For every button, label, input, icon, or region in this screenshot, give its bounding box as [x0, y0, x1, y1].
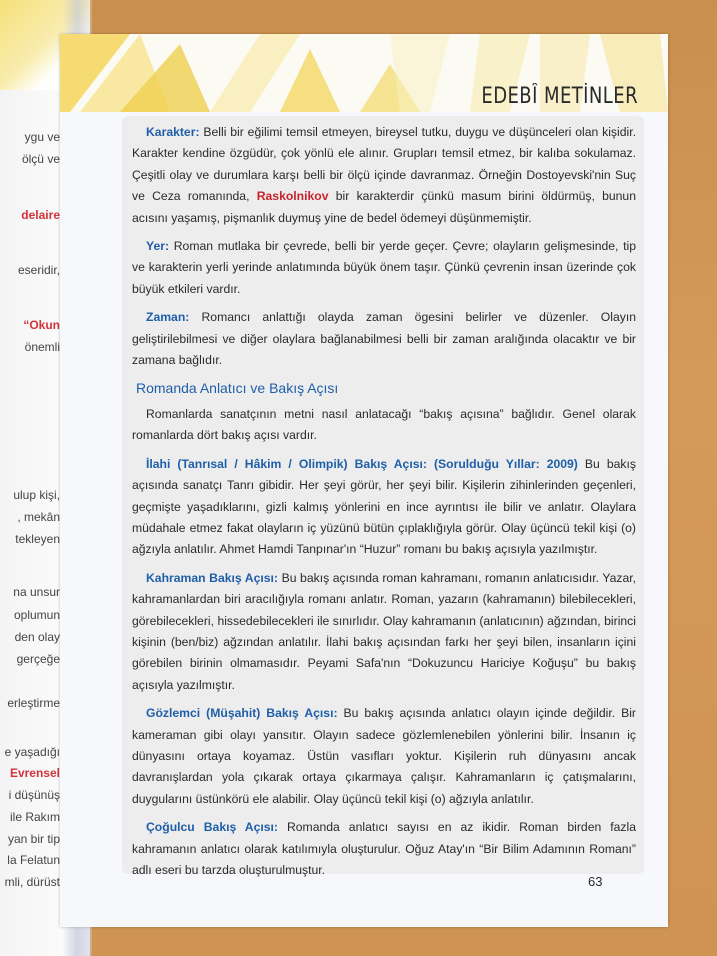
paragraph-intro: Romanlarda sanatçının metni nasıl anlatacağı “bakış açısına” bağlıdır. Genel olarak romanlarda dört bakış açısı vardır. [132, 406, 636, 443]
previous-page-fragment: ulup kişi, [13, 488, 60, 502]
previous-page-fragment: “Okun [23, 318, 60, 332]
previous-page-fragment: yan bir tip [7, 832, 60, 846]
previous-page-fragment: gerçeğe [16, 652, 60, 666]
paragraph-ilahi: İlahi (Tanrısal / Hâkim / Olimpik) Bakış Açısı: (Sorulduğu Yıllar: 2009) Bu bakış açısında sanatçı Tanrı gibidir. Her şeyi görür, her şeyi bilir. Kişilerin zihinlerinden geçenleri, geçmişte yaşadıklarını, gizli kalmış yönlerini en ince ayrıntısı ile bilir ve anlatır. Olaylara müdahale etmez fakat olayların iç yüzünü bütün çıplaklığıyla görür. Olay üçüncü tekil kişi (o) ağzıyla anlatılır. Ahmet Hamdi Tanpınar'ın “Huzur” romanı bu bakış açısıyla yazılmıştır. [132, 456, 636, 557]
paragraph-zaman: Zaman: Romancı anlattığı olayda zaman ögesini belirler ve düzenler. Olayın geliştirilebilmesi ve diğer olaylara bağlanabilmesi belli bir zaman aralığında olacaktır ve bir zamana bağlıdır. [132, 310, 636, 368]
previous-page-fragment: delaire [21, 208, 60, 222]
previous-page-fragment: ölçü ve [21, 152, 60, 166]
term-zaman: Zaman: [146, 310, 190, 325]
paragraph-kahraman: Kahraman Bakış Açısı: Bu bakış açısında roman kahramanı, romanın anlatıcısıdır. Yazar, kahramanlardan biri aracılığıyla romanı anlatır. Roman, yazarın (kahramanın) bilebilecekleri, görebilecekleri, hissedebilecekleri ile sınırlıdır. Olay kahramanın (anlatıcının) ağzından, birinci kişinin (ben/biz) ağzından anlatılır. İlahi bakış açısından farkı her şeyi bilen, insanların içini görebilen birinin olmamasıdır. Peyami Safa'nın “Dokuzuncu Hariciye Koğuşu” bu bakış açısıyla yazılmıştır. [132, 570, 636, 692]
previous-page-fragment: oplumun [13, 608, 60, 622]
page-number: 63 [588, 874, 603, 889]
book-page [60, 34, 668, 927]
previous-page-fragment: e yaşadığı [4, 745, 60, 759]
previous-page-fragment: önemli [24, 340, 60, 354]
page-content [132, 122, 636, 888]
previous-page-fragment: la Felatun [7, 853, 60, 867]
previous-page-fragment: ygu ve [24, 130, 60, 144]
paragraph-karakter: Karakter: Belli bir eğilimi temsil etmeyen, bireysel tutku, duygu ve düşünceleri olan kişidir. Karakter kendine özgüdür, çok yönlü ele alınır. Grupları temsil etmez, bir kalıba sokulamaz. Çeşitli olay ve durumlara karşı belli bir ölçü içinde davranmaz. Örneğin Dostoyevski'nin Suç ve Ceza romanında, Raskolnikov bir karakterdir çünkü masum birini öldürmüş, bunun acısını yaşamış, pişmanlık duymuş yine de bedel ödemeyi düşünmemiştir. [132, 125, 636, 225]
term-yer: Yer: [146, 239, 170, 254]
term-karakter: Karakter: [146, 125, 200, 139]
paragraph-yer: Yer: Roman mutlaka bir çevrede, belli bir yerde geçer. Çevre; olayların gelişmesinde, tip ve karakterin yerli yerinde anlatımında büyük önem taşır. Çünkü çevrenin insan üzerinde çok büyük etkileri vardır. [132, 239, 636, 296]
previous-page-fragment: Evrensel [9, 766, 60, 780]
chapter-title: EDEBÎ METİNLER [481, 84, 638, 109]
section-title: Romanda Anlatıcı ve Bakış Açısı [136, 380, 339, 397]
previous-page-fragment: ile Rakım [9, 810, 60, 824]
header-banner [60, 34, 668, 112]
previous-page-fragment: eseridir, [17, 263, 60, 277]
previous-page-fragment: na unsur [13, 585, 60, 599]
previous-page-fragment: erleştirme [7, 696, 60, 710]
previous-page-fragment: , mekân [17, 510, 60, 524]
previous-page-fragment: i düşünüş [8, 788, 60, 802]
term-gozlemci: Gözlemci (Müşahit) Bakış Açısı: [146, 706, 338, 721]
term-cogulcu: Çoğulcu Bakış Açısı: [146, 820, 278, 835]
previous-page-fragment: mli, dürüst [4, 875, 60, 889]
previous-page-fragment: tekleyen [15, 532, 60, 546]
previous-page-fragment: den olay [14, 630, 60, 644]
paragraph-gozlemci: Gözlemci (Müşahit) Bakış Açısı: Bu bakış açısında anlatıcı olayın içinde değildir. Bir kameraman gibi olayı yansıtır. Olayın sadece gözlemlenebilen yönlerini bilir. İnsanın iç dünyasını ortaya koyamaz. Üstün vasıfları yoktur. Kişilerin ruh dünyasını ancak davranışlardan yola çıkarak ortaya çıkarmaya çalışır. Kahramanların iç çatışmalarını, duygularını üstünkörü ele alabilir. Olay üçüncü tekil kişi (o) ağzıyla anlatılır. [132, 706, 636, 806]
term-kahraman: Kahraman Bakış Açısı: [146, 570, 278, 585]
highlight-raskolnikov: Raskolnikov [256, 189, 329, 204]
paragraph-cogulcu: Çoğulcu Bakış Açısı: Romanda anlatıcı sayısı en az ikidir. Roman birden fazla kahramanın anlatıcı olarak katılımıyla oluşturulur. Oğuz Atay'ın “Bir Bilim Adamının Romanı” adlı eseri bu tarzda oluşturulmuştur. [132, 820, 636, 877]
term-ilahi: İlahi (Tanrısal / Hâkim / Olimpik) Bakış Açısı: (Sorulduğu Yıllar: 2009) [146, 456, 578, 471]
